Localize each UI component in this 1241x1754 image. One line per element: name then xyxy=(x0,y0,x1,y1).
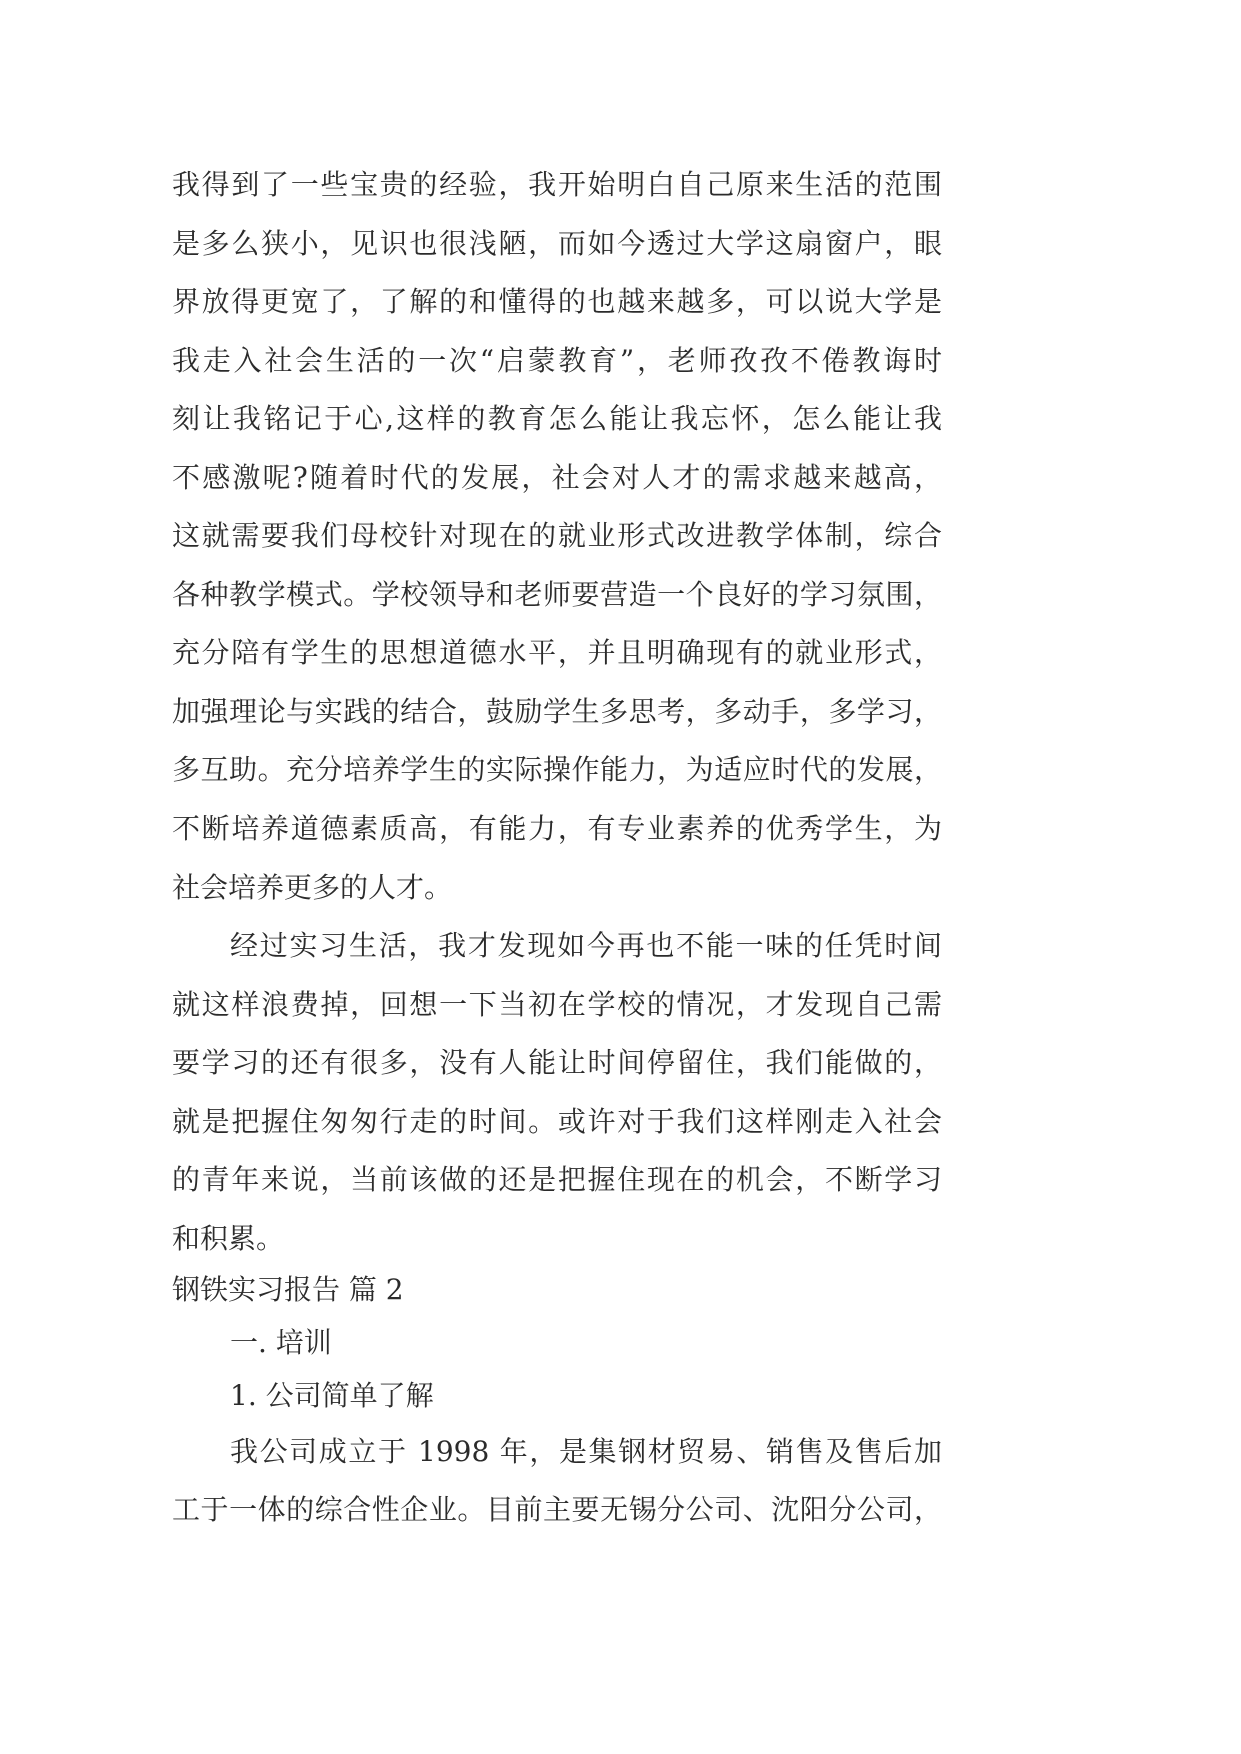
paragraph-line: 加强理论与实践的结合，鼓励学生多思考，多动手，多学习， xyxy=(172,694,942,728)
paragraph-line: 要学习的还有很多，没有人能让时间停留住，我们能做的， xyxy=(172,1046,942,1080)
subsection-title-text: 1. 公司简单了解 xyxy=(230,1379,434,1412)
paragraph-line: 充分陪有学生的思想道德水平，并且明确现有的就业形式， xyxy=(172,636,942,670)
paragraph-line: 这就需要我们母校针对现在的就业形式改进教学体制，综合 xyxy=(172,519,942,553)
paragraph-line: 刻让我铭记于心,这样的教育怎么能让我忘怀，怎么能让我 xyxy=(172,402,942,436)
paragraph-line: 是多么狭小，见识也很浅陋，而如今透过大学这扇窗户，眼 xyxy=(172,226,942,260)
paragraph-line: 和积累。 xyxy=(172,1221,285,1255)
body-text xyxy=(172,156,942,1268)
body-text-2 xyxy=(172,1423,942,1539)
paragraph-line: 就这样浪费掉，回想一下当初在学校的情况，才发现自己需 xyxy=(172,987,942,1021)
report-heading xyxy=(172,1264,942,1316)
paragraph-line: 就是把握住匆匆行走的时间。或许对于我们这样刚走入社会 xyxy=(172,1104,942,1138)
section-title xyxy=(172,1317,942,1369)
heading-text: 钢铁实习报告 篇 2 xyxy=(172,1273,404,1306)
paragraph-line: 社会培养更多的人才。 xyxy=(172,870,453,904)
paragraph-line: 不断培养道德素质高，有能力，有专业素养的优秀学生，为 xyxy=(172,812,942,846)
paragraph-line: 工于一体的综合性企业。目前主要无锡分公司、沈阳分公司， xyxy=(172,1493,942,1526)
paragraph-line: 我公司成立于 1998 年，是集钢材贸易、销售及售后加 xyxy=(230,1435,942,1468)
paragraph-line: 不感激呢?随着时代的发展，社会对人才的需求越来越高， xyxy=(172,460,942,494)
paragraph-line: 的青年来说，当前该做的还是把握住现在的机会，不断学习 xyxy=(172,1163,942,1197)
paragraph-line: 界放得更宽了，了解的和懂得的也越来越多，可以说大学是 xyxy=(172,285,942,319)
subsection-title xyxy=(172,1370,942,1422)
paragraph-line: 我走入社会生活的一次“启蒙教育”，老师孜孜不倦教诲时 xyxy=(172,343,942,377)
paragraph-line: 经过实习生活，我才发现如今再也不能一味的任凭时间 xyxy=(230,929,942,963)
paragraph-line: 各种教学模式。学校领导和老师要营造一个良好的学习氛围， xyxy=(172,577,942,611)
paragraph-line: 多互助。充分培养学生的实际操作能力，为适应时代的发展， xyxy=(172,753,942,787)
paragraph-line: 我得到了一些宝贵的经验，我开始明白自己原来生活的范围 xyxy=(172,168,942,201)
section-title-text: 一. 培训 xyxy=(230,1326,332,1359)
